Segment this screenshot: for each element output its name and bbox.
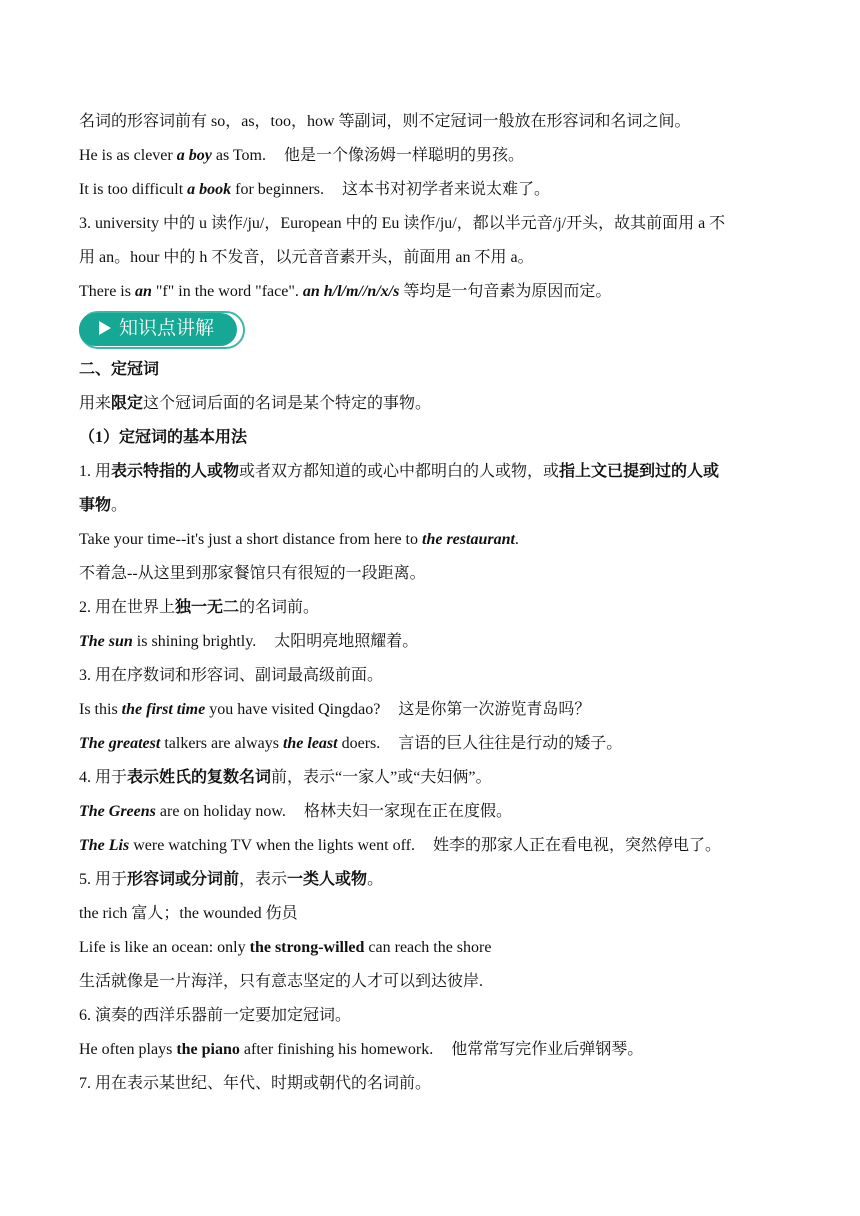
- subsection-heading: （1）定冠词的基本用法: [79, 429, 248, 446]
- text-line: 3. 用在序数词和形容词、副词最高级前面。: [79, 667, 384, 684]
- text-line: 2. 用在世界上独一无二的名词前。: [79, 599, 320, 616]
- text-line: the rich 富人；the wounded 伤员: [79, 905, 298, 922]
- example-sentence: The greatest talkers are always the least doers. 言语的巨人往往是行动的矮子。: [79, 735, 623, 752]
- example-sentence: The sun is shining brightly. 太阳明亮地照耀着。: [79, 633, 419, 650]
- text-line: 6. 演奏的西洋乐器前一定要加定冠词。: [79, 1007, 352, 1024]
- example-sentence: Life is like an ocean: only the strong-willed can reach the shore: [79, 939, 492, 956]
- example-sentence: The Lis were watching TV when the lights went off. 姓李的那家人正在看电视，突然停电了。: [79, 837, 721, 854]
- section-banner: [79, 311, 247, 351]
- text-line: 事物。: [79, 497, 128, 514]
- text-line: 3. university 中的 u 读作/ju/，European 中的 Eu 读作/ju/，都以半元音/j/开头，故其前面用 a 不: [79, 215, 726, 232]
- example-sentence: There is an "f" in the word "face". an h/l/m//n/x/s 等均是一句音素为原因而定。: [79, 283, 612, 300]
- text-line: 4. 用于表示姓氏的复数名词前，表示“一家人”或“夫妇俩”。: [79, 769, 492, 786]
- example-sentence: He is as clever a boy as Tom. 他是一个像汤姆一样聪明的男孩。: [79, 147, 524, 164]
- text-line: 名词的形容词前有 so，as，too，how 等副词，则不定冠词一般放在形容词和名词之间。: [79, 113, 691, 130]
- text-line: 5. 用于形容词或分词前，表示一类人或物。: [79, 871, 384, 888]
- example-sentence: Take your time--it's just a short distance from here to the restaurant.: [79, 531, 519, 548]
- example-sentence: Is this the first time you have visited Qingdao? 这是你第一次游览青岛吗？: [79, 701, 591, 718]
- text-line: 1. 用表示特指的人或物或者双方都知道的或心中都明白的人或物，或指上文已提到过的人或: [79, 463, 720, 480]
- example-sentence: He often plays the piano after finishing his homework. 他常常写完作业后弹钢琴。: [79, 1041, 644, 1058]
- example-sentence: The Greens are on holiday now. 格林夫妇一家现在正在度假。: [79, 803, 512, 820]
- example-sentence: It is too difficult a book for beginners. 这本书对初学者来说太难了。: [79, 181, 551, 198]
- text-line: 用 an。hour 中的 h 不发音，以元音音素开头，前面用 an 不用 a。: [79, 249, 534, 266]
- text-line: 用来限定这个冠词后面的名词是某个特定的事物。: [79, 395, 432, 412]
- section-heading: 二、定冠词: [79, 361, 160, 378]
- translation-line: 生活就像是一片海洋，只有意志坚定的人才可以到达彼岸.: [79, 973, 484, 990]
- banner-label: 知识点讲解: [119, 317, 215, 339]
- translation-line: 不着急--从这里到那家餐馆只有很短的一段距离。: [79, 565, 426, 582]
- text-line: 7. 用在表示某世纪、年代、时期或朝代的名词前。: [79, 1075, 432, 1092]
- play-arrow-icon: [99, 321, 111, 335]
